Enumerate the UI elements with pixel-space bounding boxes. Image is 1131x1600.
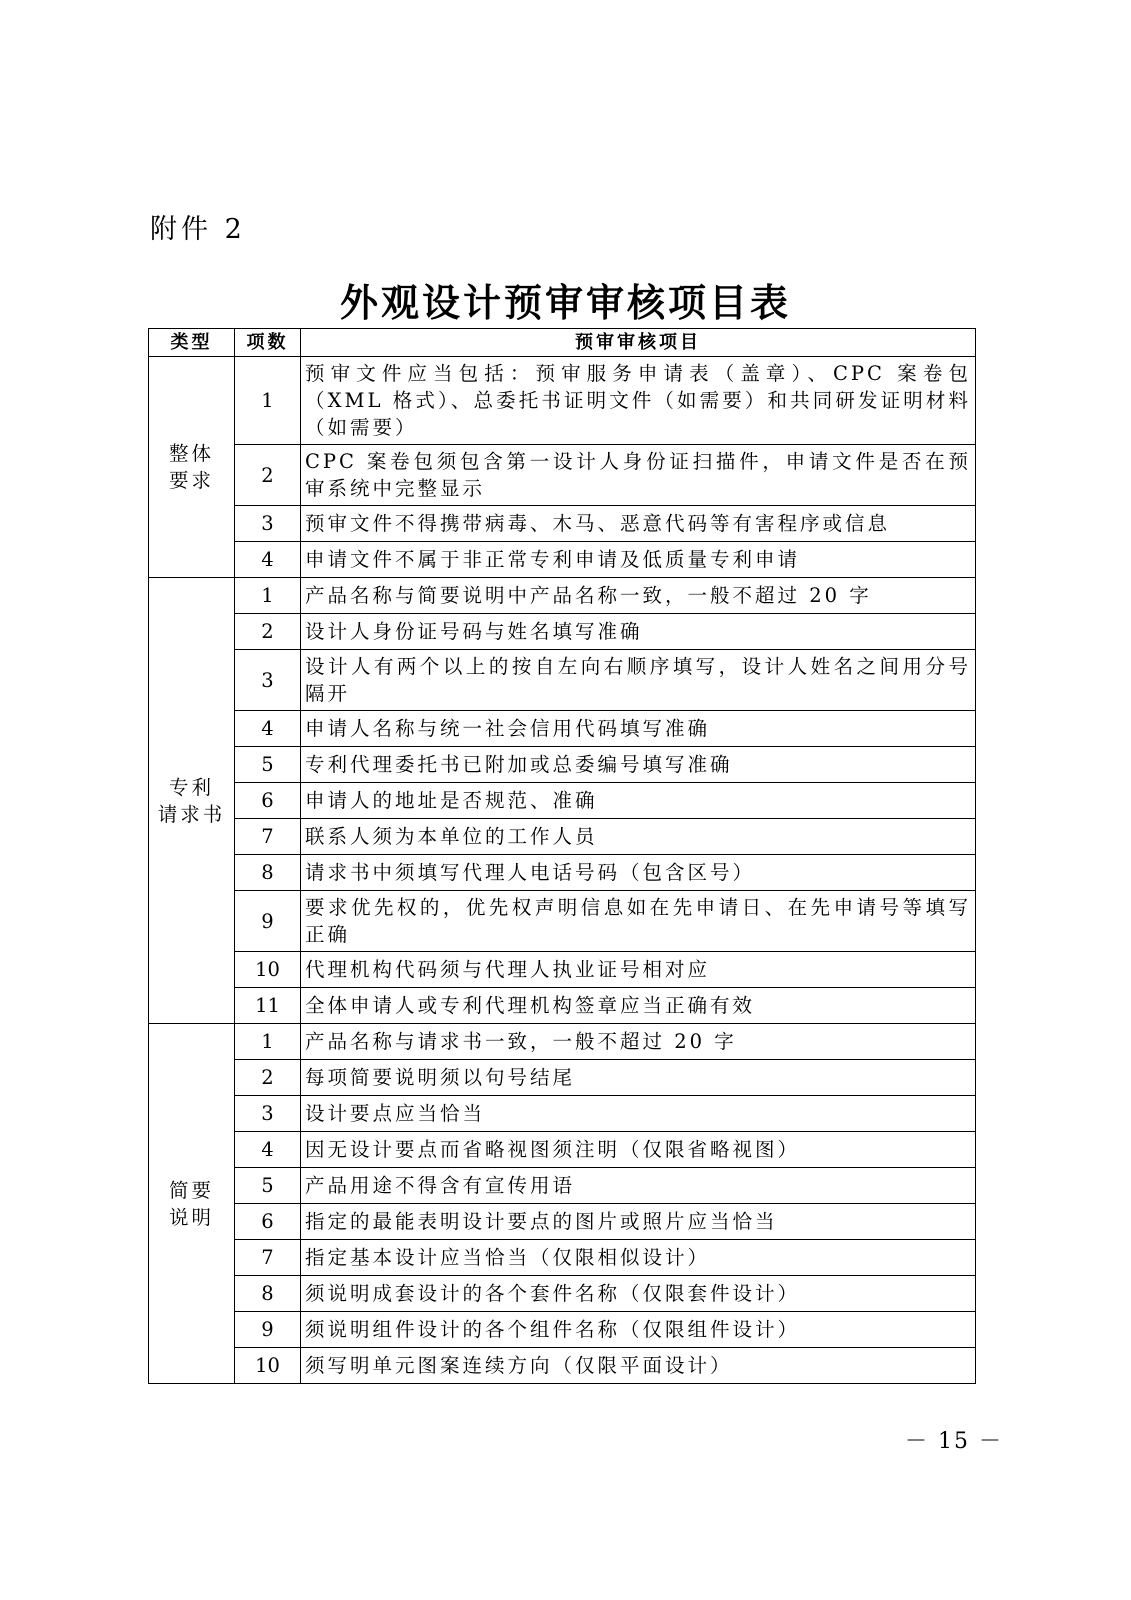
table-row [149, 952, 976, 988]
table-row [149, 650, 976, 711]
item-text: 设计人身份证号码与姓名填写准确 [301, 614, 976, 650]
header-number: 项数 [235, 329, 301, 357]
table-row [149, 747, 976, 783]
table-row [149, 1240, 976, 1276]
item-text: 请求书中须填写代理人电话号码（包含区号） [301, 855, 976, 891]
table-row [149, 506, 976, 542]
table-row [149, 1024, 976, 1060]
item-number: 4 [235, 711, 301, 747]
item-text: 要求优先权的，优先权声明信息如在先申请日、在先申请号等填写正确 [301, 891, 976, 952]
category-line: 要求 [168, 469, 214, 492]
category-cell [149, 357, 235, 578]
item-number: 8 [235, 855, 301, 891]
item-text: 因无设计要点而省略视图须注明（仅限省略视图） [301, 1132, 976, 1168]
table-row [149, 1276, 976, 1312]
page-title: 外观设计预审审核项目表 [339, 281, 791, 325]
item-text: 产品用途不得含有宣传用语 [301, 1168, 976, 1204]
table-row [149, 1060, 976, 1096]
item-text: CPC 案卷包须包含第一设计人身份证扫描件，申请文件是否在预审系统中完整显示 [301, 445, 976, 506]
item-text: 预审文件应当包括：预审服务申请表（盖章）、CPC 案卷包（XML 格式）、总委托书证明文件（如需要）和共同研发证明材料（如需要） [301, 357, 976, 445]
item-text: 须说明组件设计的各个组件名称（仅限组件设计） [301, 1312, 976, 1348]
item-text: 联系人须为本单位的工作人员 [301, 819, 976, 855]
item-number: 6 [235, 1204, 301, 1240]
item-number: 3 [235, 1096, 301, 1132]
item-number: 11 [235, 988, 301, 1024]
table-row [149, 614, 976, 650]
table-row [149, 711, 976, 747]
table-header-row [149, 329, 976, 357]
table-row [149, 891, 976, 952]
item-number: 5 [235, 747, 301, 783]
item-number: 10 [235, 1348, 301, 1384]
item-number: 5 [235, 1168, 301, 1204]
item-text: 指定的最能表明设计要点的图片或照片应当恰当 [301, 1204, 976, 1240]
category-cell [149, 1024, 235, 1384]
category-line: 说明 [168, 1205, 214, 1229]
table-row [149, 1168, 976, 1204]
item-number: 1 [235, 357, 301, 445]
table-row [149, 819, 976, 855]
item-text: 设计要点应当恰当 [301, 1096, 976, 1132]
item-number: 4 [235, 542, 301, 578]
review-items-table [148, 328, 976, 1384]
item-text: 设计人有两个以上的按自左向右顺序填写，设计人姓名之间用分号隔开 [301, 650, 976, 711]
item-number: 3 [235, 506, 301, 542]
item-text: 全体申请人或专利代理机构签章应当正确有效 [301, 988, 976, 1024]
header-item: 预审审核项目 [301, 329, 976, 357]
table-row [149, 578, 976, 614]
table-row [149, 855, 976, 891]
table-row [149, 1348, 976, 1384]
item-number: 7 [235, 1240, 301, 1276]
item-number: 6 [235, 783, 301, 819]
item-text: 指定基本设计应当恰当（仅限相似设计） [301, 1240, 976, 1276]
item-text: 须说明成套设计的各个套件名称（仅限套件设计） [301, 1276, 976, 1312]
item-text: 申请人的地址是否规范、准确 [301, 783, 976, 819]
category-line: 整体 [168, 442, 214, 465]
item-text: 须写明单元图案连续方向（仅限平面设计） [301, 1348, 976, 1384]
item-text: 专利代理委托书已附加或总委编号填写准确 [301, 747, 976, 783]
item-number: 2 [235, 1060, 301, 1096]
item-text: 每项简要说明须以句号结尾 [301, 1060, 976, 1096]
category-line: 请求书 [157, 802, 226, 826]
category-cell [149, 578, 235, 1024]
item-text: 申请人名称与统一社会信用代码填写准确 [301, 711, 976, 747]
header-category: 类型 [149, 329, 235, 357]
table-row [149, 542, 976, 578]
page-number: － 15 － [905, 1429, 1003, 1454]
item-number: 10 [235, 952, 301, 988]
item-number: 9 [235, 1312, 301, 1348]
table-row [149, 1132, 976, 1168]
table-row [149, 1204, 976, 1240]
item-number: 3 [235, 650, 301, 711]
attachment-label: 附件 2 [150, 214, 246, 245]
item-number: 4 [235, 1132, 301, 1168]
item-number: 1 [235, 578, 301, 614]
item-text: 申请文件不属于非正常专利申请及低质量专利申请 [301, 542, 976, 578]
category-line: 简要 [168, 1178, 214, 1202]
item-number: 2 [235, 614, 301, 650]
table-row [149, 783, 976, 819]
table-row [149, 988, 976, 1024]
item-text: 预审文件不得携带病毒、木马、恶意代码等有害程序或信息 [301, 506, 976, 542]
table-row [149, 1312, 976, 1348]
item-number: 1 [235, 1024, 301, 1060]
item-text: 代理机构代码须与代理人执业证号相对应 [301, 952, 976, 988]
item-text: 产品名称与请求书一致，一般不超过 20 字 [301, 1024, 976, 1060]
table-row [149, 1096, 976, 1132]
table-row [149, 445, 976, 506]
item-number: 9 [235, 891, 301, 952]
item-number: 7 [235, 819, 301, 855]
category-line: 专利 [168, 775, 214, 799]
item-number: 8 [235, 1276, 301, 1312]
item-number: 2 [235, 445, 301, 506]
item-text: 产品名称与简要说明中产品名称一致，一般不超过 20 字 [301, 578, 976, 614]
table-body [149, 357, 976, 1384]
table-row [149, 357, 976, 445]
